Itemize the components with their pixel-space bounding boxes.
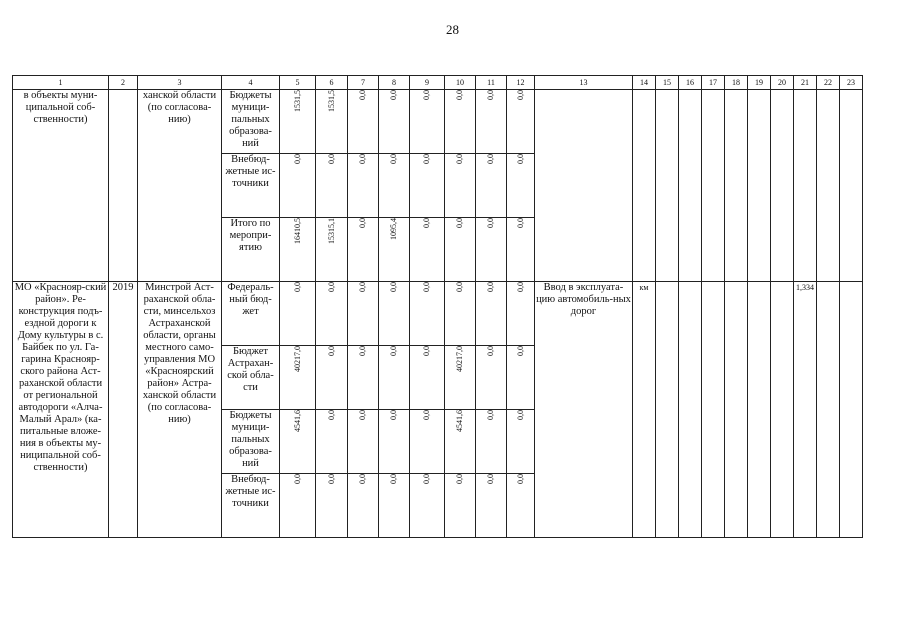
value-cell	[410, 346, 445, 410]
empty-cell	[656, 282, 679, 538]
value-cell-text: 0,0	[358, 90, 367, 100]
indicator-cell	[535, 90, 633, 282]
col-number: 12	[507, 76, 535, 90]
col21-value: 1,334	[794, 282, 817, 538]
col-number: 23	[840, 76, 863, 90]
value-cell	[280, 154, 316, 218]
empty-cell	[679, 90, 702, 282]
col-number: 7	[348, 76, 379, 90]
col-number: 3	[138, 76, 222, 90]
col-number: 22	[817, 76, 840, 90]
value-cell	[348, 218, 379, 282]
value-cell-text: 0,0	[515, 282, 525, 292]
value-cell-text: 0,0	[422, 90, 431, 100]
unit-cell: км	[633, 282, 656, 538]
value-cell-text: 0,0	[515, 410, 525, 420]
value-cell	[507, 90, 535, 154]
value-cell-text: 0,0	[515, 218, 525, 228]
col-number: 2	[109, 76, 138, 90]
column-number-row	[13, 76, 863, 90]
value-cell-text: 0,0	[358, 410, 367, 420]
value-cell	[410, 154, 445, 218]
col-number: 16	[679, 76, 702, 90]
col-number: 14	[633, 76, 656, 90]
value-cell-text: 16410,5	[292, 218, 302, 244]
value-cell-text: 1095,4	[389, 218, 398, 240]
value-cell-text: 0,0	[326, 282, 336, 292]
value-cell-text: 0,0	[455, 282, 464, 292]
empty-cell	[748, 282, 771, 538]
value-cell	[280, 218, 316, 282]
value-cell	[476, 90, 507, 154]
col-number: 10	[445, 76, 476, 90]
table-row	[13, 282, 863, 346]
value-cell-text: 0,0	[515, 90, 525, 100]
value-cell	[410, 410, 445, 474]
value-cell-text: 0,0	[422, 346, 431, 356]
value-cell	[476, 474, 507, 538]
value-cell-text: 0,0	[358, 218, 367, 228]
measure-year: 2019	[109, 282, 138, 538]
value-cell	[316, 218, 348, 282]
value-cell	[507, 154, 535, 218]
col-number: 9	[410, 76, 445, 90]
value-cell-text: 0,0	[389, 282, 398, 292]
value-cell-text: 0,0	[292, 282, 302, 292]
value-cell	[280, 474, 316, 538]
page-number: 28	[446, 22, 459, 37]
empty-cell	[702, 282, 725, 538]
value-cell-text: 0,0	[389, 410, 398, 420]
value-cell-text: 0,0	[326, 410, 336, 420]
col-number: 4	[222, 76, 280, 90]
measure-year	[109, 90, 138, 282]
value-cell	[445, 218, 476, 282]
empty-cell	[794, 90, 817, 282]
value-cell-text: 0,0	[389, 474, 398, 484]
value-cell	[445, 90, 476, 154]
value-cell	[445, 282, 476, 346]
col22-value	[817, 282, 840, 538]
value-cell	[476, 282, 507, 346]
value-cell-text: 0,0	[422, 218, 431, 228]
value-cell-text: 0,0	[455, 474, 464, 484]
value-cell-text: 0,0	[389, 154, 398, 164]
col-number: 1	[13, 76, 109, 90]
value-cell	[410, 90, 445, 154]
value-cell-text: 40217,0	[292, 346, 302, 372]
empty-cell	[840, 282, 863, 538]
value-cell-text: 0,0	[486, 218, 495, 228]
value-cell	[280, 282, 316, 346]
value-cell-text: 0,0	[389, 346, 398, 356]
value-cell-text: 0,0	[486, 410, 495, 420]
value-cell-text: 0,0	[422, 154, 431, 164]
value-cell	[476, 346, 507, 410]
value-cell-text: 1531,5	[292, 90, 302, 112]
empty-cell	[702, 90, 725, 282]
value-cell-text: 0,0	[455, 90, 464, 100]
table-row	[13, 90, 863, 154]
value-cell	[316, 410, 348, 474]
value-cell-text: 0,0	[358, 474, 367, 484]
funding-source: Внебюд-жетные ис-точники	[222, 474, 280, 538]
value-cell	[316, 346, 348, 410]
col-number: 6	[316, 76, 348, 90]
col-number: 20	[771, 76, 794, 90]
value-cell-text: 0,0	[515, 154, 525, 164]
value-cell-text: 0,0	[422, 410, 431, 420]
measure-description: в объекты муни-ципальной соб-ственности)	[13, 90, 109, 282]
funding-source: Бюджет Астрахан-ской обла-сти	[222, 346, 280, 410]
value-cell	[379, 218, 410, 282]
value-cell-text: 0,0	[515, 346, 525, 356]
value-cell	[476, 154, 507, 218]
value-cell	[280, 90, 316, 154]
funding-source: Бюджеты муници-пальных образова-ний	[222, 90, 280, 154]
value-cell	[379, 90, 410, 154]
col-number: 21	[794, 76, 817, 90]
col-number: 11	[476, 76, 507, 90]
value-cell-text: 0,0	[422, 282, 431, 292]
value-cell	[507, 346, 535, 410]
value-cell	[410, 218, 445, 282]
value-cell	[445, 154, 476, 218]
value-cell	[316, 90, 348, 154]
col-number: 13	[535, 76, 633, 90]
col-number: 17	[702, 76, 725, 90]
value-cell	[348, 410, 379, 474]
value-cell	[316, 282, 348, 346]
value-cell	[445, 410, 476, 474]
col-number: 19	[748, 76, 771, 90]
value-cell	[379, 282, 410, 346]
value-cell-text: 0,0	[358, 346, 367, 356]
empty-cell	[771, 90, 794, 282]
value-cell	[507, 474, 535, 538]
value-cell	[379, 410, 410, 474]
measure-description: МО «Краснояр-ский район». Ре-конструкция подъ-ездной дороги к Дому культуры в с. Байбек по ул. Га-гарина Краснояр-ского района Аст-раханской области от региональной автодороги «Алча-Малый Арал» (ка-питальные вложе-ния в объекты му-ниципальной соб-ственности)	[13, 282, 109, 538]
col-number: 8	[379, 76, 410, 90]
value-cell	[445, 474, 476, 538]
value-cell-text: 0,0	[486, 154, 495, 164]
value-cell	[507, 410, 535, 474]
program-table	[12, 75, 863, 538]
empty-cell	[656, 90, 679, 282]
value-cell	[410, 282, 445, 346]
value-cell	[348, 474, 379, 538]
value-cell	[379, 474, 410, 538]
value-cell-text: 0,0	[486, 90, 495, 100]
measure-executor: ханской области (по согласова-нию)	[138, 90, 222, 282]
value-cell-text: 0,0	[358, 154, 367, 164]
value-cell-text: 0,0	[292, 154, 302, 164]
measure-executor: Минстрой Аст-раханской обла-сти, минсельхоз Астраханской области, органы местного само-управления МО «Красноярский район» Астра-ханской области (по согласова-нию)	[138, 282, 222, 538]
empty-cell	[817, 90, 840, 282]
value-cell	[507, 218, 535, 282]
value-cell-text: 0,0	[326, 474, 336, 484]
unit-cell	[633, 90, 656, 282]
indicator-cell: Ввод в эксплуата-цию автомобиль-ных дорог	[535, 282, 633, 538]
value-cell-text: 0,0	[358, 282, 367, 292]
value-cell-text: 4541,6	[455, 410, 464, 432]
value-cell	[316, 154, 348, 218]
value-cell-text: 4541,6	[292, 410, 302, 432]
funding-source: Итого по меропри-ятию	[222, 218, 280, 282]
value-cell	[348, 346, 379, 410]
value-cell	[379, 346, 410, 410]
value-cell	[348, 90, 379, 154]
funding-source: Внебюд-жетные ис-точники	[222, 154, 280, 218]
funding-source: Бюджеты муници-пальных образова-ний	[222, 410, 280, 474]
value-cell-text: 0,0	[486, 474, 495, 484]
value-cell-text: 0,0	[422, 474, 431, 484]
empty-cell	[725, 90, 748, 282]
empty-cell	[679, 282, 702, 538]
value-cell	[280, 410, 316, 474]
value-cell-text: 0,0	[326, 154, 336, 164]
value-cell	[476, 410, 507, 474]
value-cell	[280, 346, 316, 410]
value-cell-text: 0,0	[486, 282, 495, 292]
value-cell	[445, 346, 476, 410]
empty-cell	[748, 90, 771, 282]
value-cell	[410, 474, 445, 538]
value-cell	[348, 282, 379, 346]
value-cell	[507, 282, 535, 346]
value-cell-text: 0,0	[486, 346, 495, 356]
value-cell-text: 1531,5	[326, 90, 336, 112]
col-number: 5	[280, 76, 316, 90]
value-cell	[316, 474, 348, 538]
funding-source: Федераль-ный бюд-жет	[222, 282, 280, 346]
value-cell-text: 40217,0	[455, 346, 464, 372]
col-number: 18	[725, 76, 748, 90]
value-cell	[348, 154, 379, 218]
value-cell-text: 15315,1	[326, 218, 336, 244]
empty-cell	[771, 282, 794, 538]
empty-cell	[840, 90, 863, 282]
value-cell-text: 0,0	[455, 154, 464, 164]
value-cell-text: 0,0	[389, 90, 398, 100]
value-cell	[476, 218, 507, 282]
empty-cell	[725, 282, 748, 538]
col-number: 15	[656, 76, 679, 90]
value-cell-text: 0,0	[515, 474, 525, 484]
value-cell-text: 0,0	[292, 474, 302, 484]
value-cell-text: 0,0	[455, 218, 464, 228]
value-cell	[379, 154, 410, 218]
value-cell-text: 0,0	[326, 346, 336, 356]
